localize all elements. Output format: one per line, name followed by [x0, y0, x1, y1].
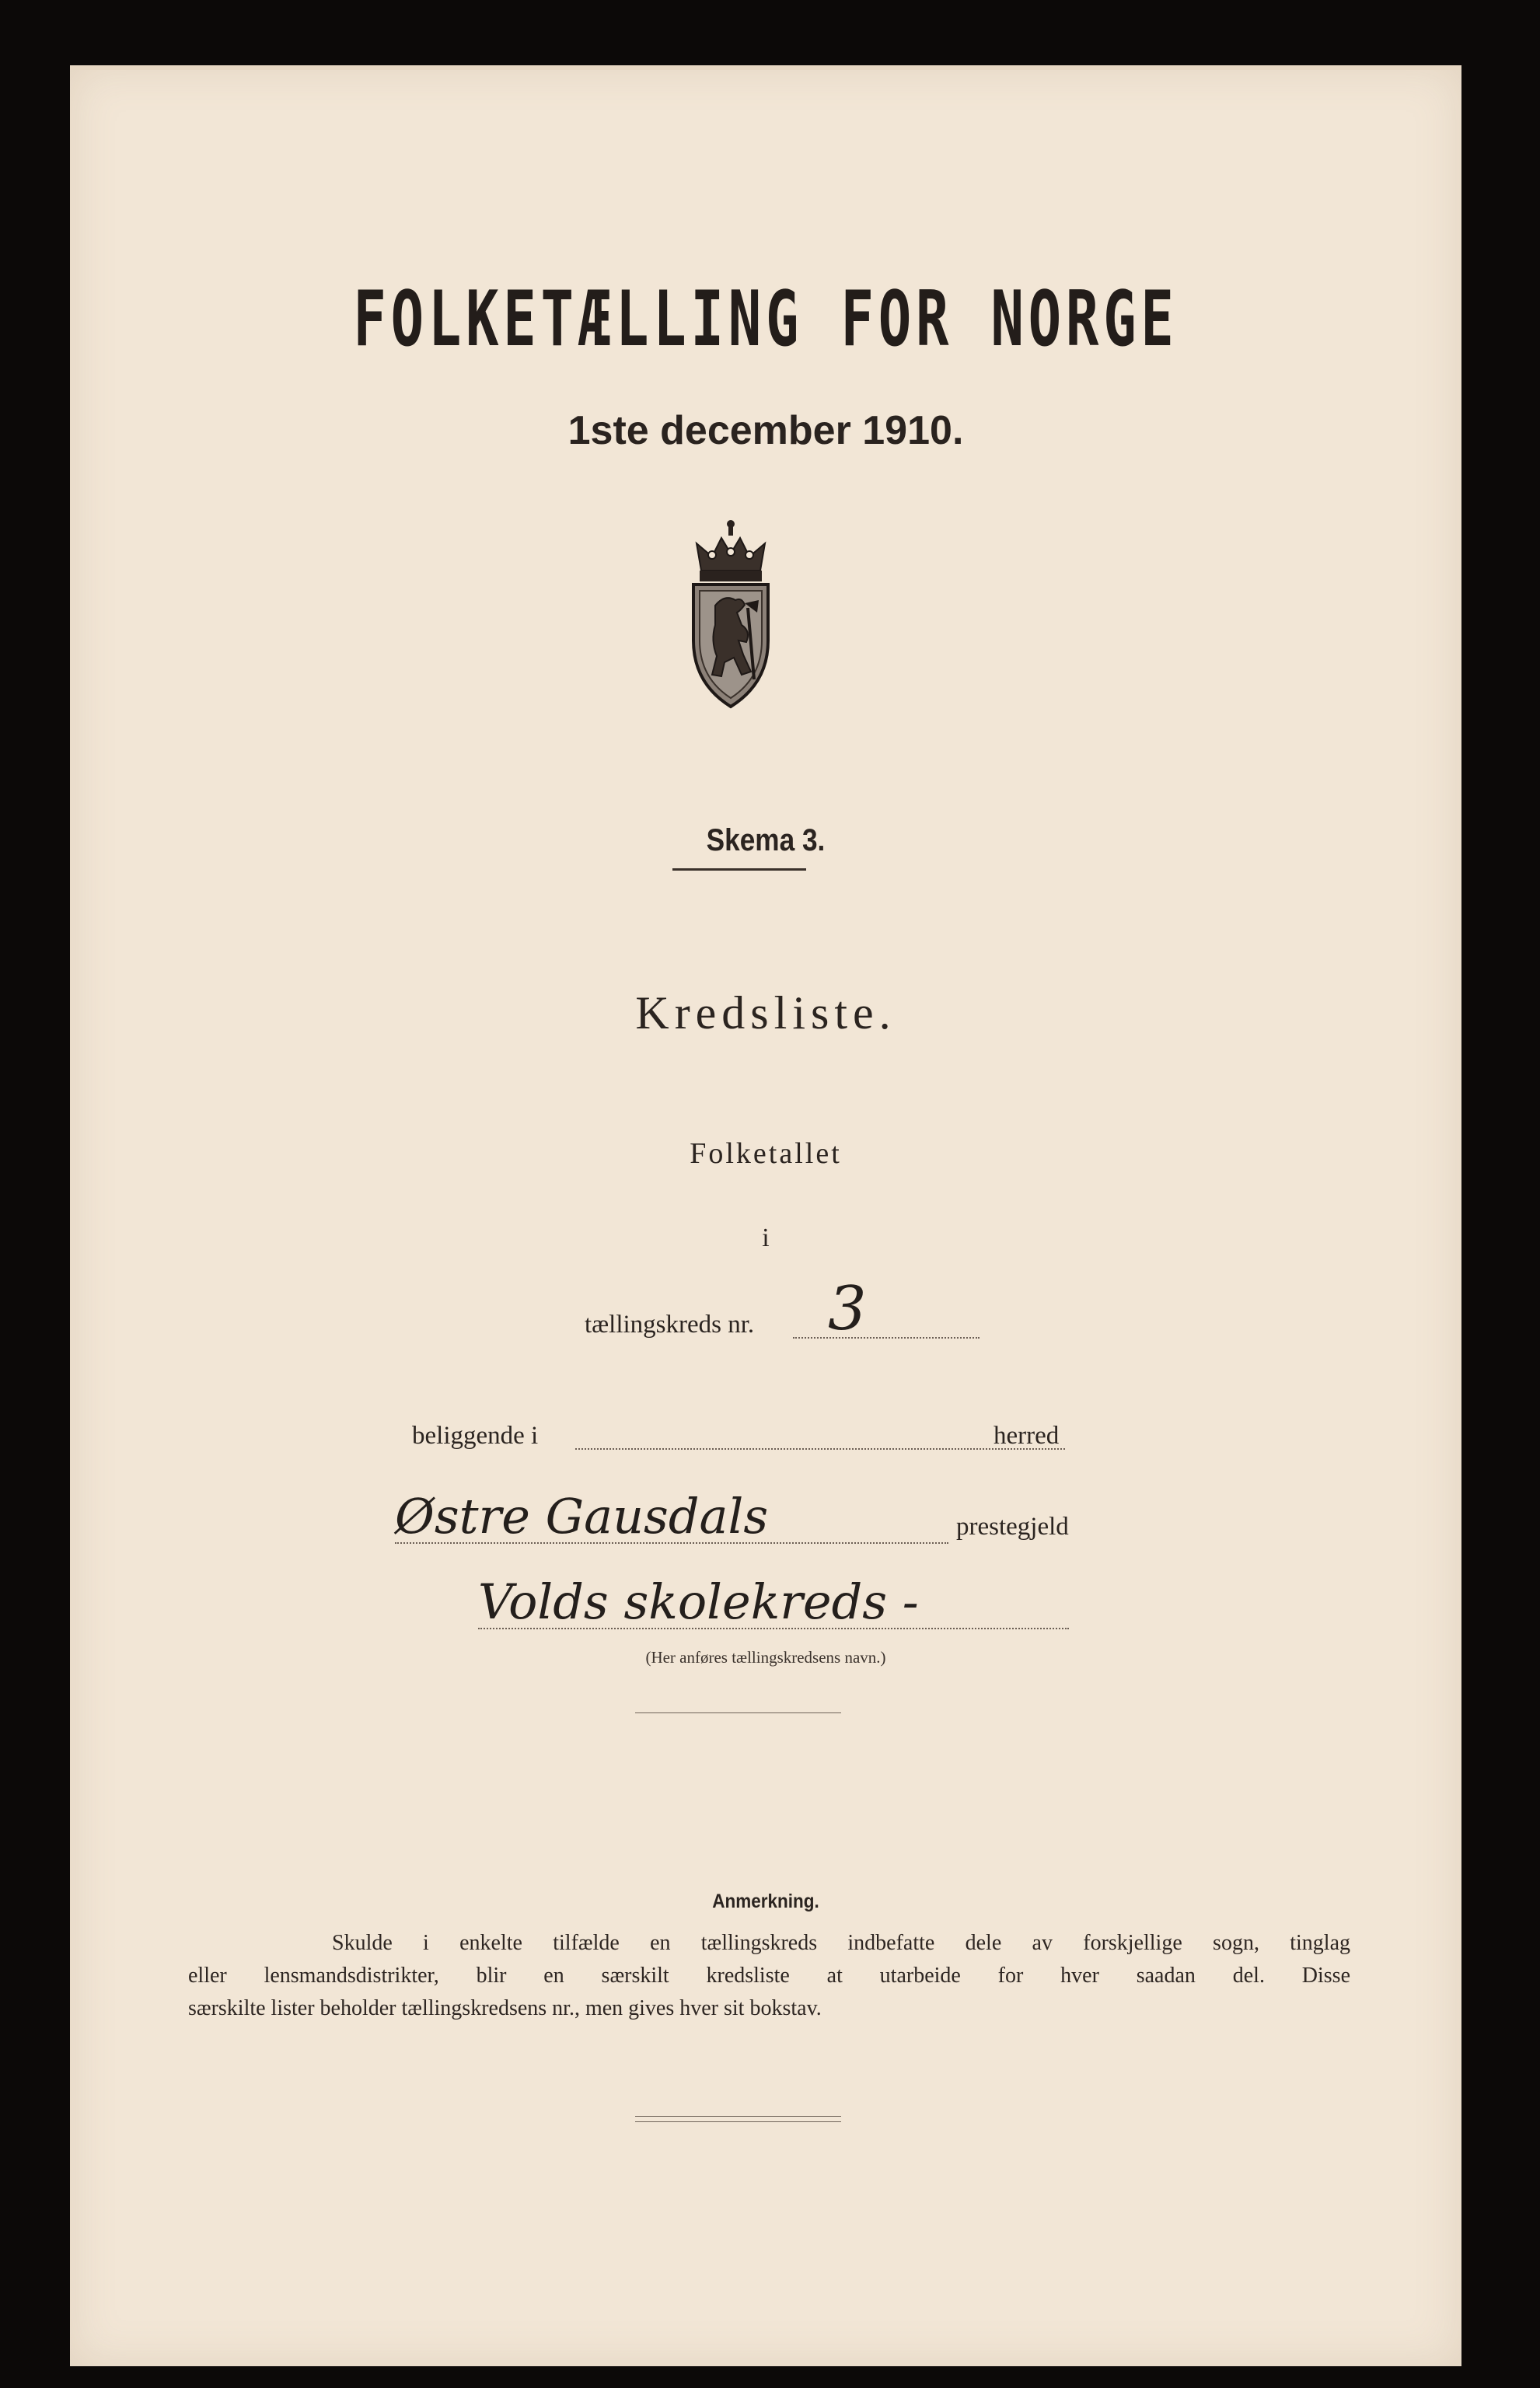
form-title: FOLKETÆLLING FOR NORGE: [353, 275, 1179, 364]
district-number-value: 3: [828, 1274, 867, 1344]
norwegian-coat-of-arms-icon: [684, 516, 777, 710]
schema-underline: [672, 868, 806, 871]
form-date: 1ste december 1910.: [567, 408, 964, 453]
schema-number: Skema 3.: [706, 823, 826, 857]
note-text: [188, 1927, 1350, 2025]
note-title: Anmerkning.: [712, 1890, 819, 1912]
preposition-i: i: [762, 1224, 770, 1252]
district-name-caption: (Her anføres tællingskredsens navn.): [645, 1648, 886, 1667]
parish-label: prestegjeld: [956, 1513, 1069, 1541]
census-form-page: [70, 65, 1461, 2366]
located-in-label: beliggende i: [412, 1422, 539, 1450]
list-heading: Kredsliste.: [635, 987, 896, 1039]
district-name-line: [478, 1628, 1069, 1629]
district-name-value: Volds skolekreds -: [478, 1573, 919, 1630]
herred-line: [575, 1448, 1065, 1450]
district-number-label: tællingskreds nr.: [585, 1311, 755, 1339]
closing-double-rule: [635, 2116, 841, 2122]
district-number-line: [793, 1337, 980, 1339]
note-line-1: Skulde i enkelte tilfælde en tællingskreds indbefatte dele av forskjellige sogn, tinglag: [332, 1931, 1350, 1955]
section-divider: [635, 1712, 841, 1713]
parish-line: [395, 1542, 948, 1544]
parish-value: Østre Gausdals: [395, 1488, 769, 1545]
note-line-3: særskilte lister beholder tællingskredsens nr., men gives hver sit bokstav.: [188, 1996, 822, 2020]
page-top-edge: [70, 65, 1461, 70]
population-heading: Folketallet: [690, 1137, 842, 1170]
note-line-2: eller lensmandsdistrikter, blir en særskilt kredsliste at utarbeide for hver saadan del. Disse: [188, 1964, 1350, 1988]
herred-label: herred: [993, 1422, 1060, 1450]
